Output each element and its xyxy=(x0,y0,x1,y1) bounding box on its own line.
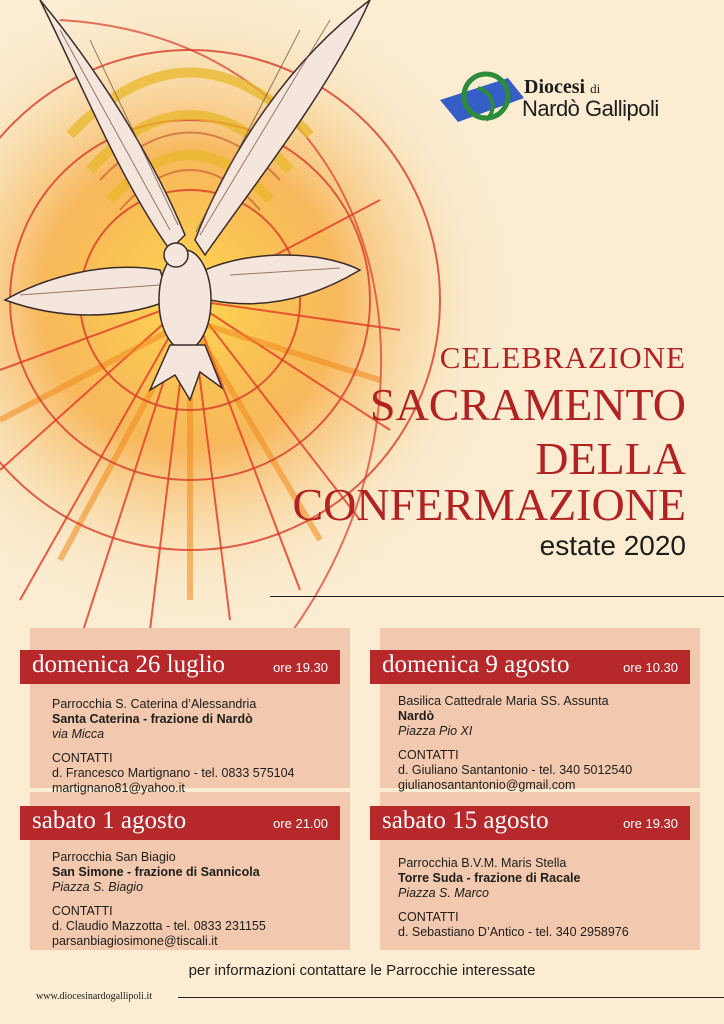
event-info xyxy=(52,850,266,949)
event-contacts-label: CONTATTI xyxy=(52,904,113,918)
event-place: San Simone - frazione di Sannicola xyxy=(52,865,260,879)
event-day: sabato 15 agosto xyxy=(382,807,549,834)
season-label: estate 2020 xyxy=(539,530,686,561)
event-date-band xyxy=(370,650,690,684)
event-place: Santa Caterina - frazione di Nardò xyxy=(52,712,253,726)
event-date-band xyxy=(20,650,340,684)
diocese-logo xyxy=(438,70,688,130)
diocese-logo-icon xyxy=(438,70,528,130)
event-contact: d. Sebastiano D’Antico - tel. 340 2958976 xyxy=(398,925,629,939)
event-church: Parrocchia S. Caterina d’Alessandria xyxy=(52,697,257,711)
footer-info: per informazioni contattare le Parrocchie interessate xyxy=(188,962,536,979)
event-email[interactable]: giulianosantantonio@gmail.com xyxy=(398,778,576,792)
title-line-1: CELEBRAZIONE xyxy=(439,340,686,375)
event-contact: d. Giuliano Santantonio - tel. 340 5012540 xyxy=(398,763,633,777)
event-time: ore 19.30 xyxy=(273,660,328,675)
event-day: domenica 9 agosto xyxy=(382,651,570,678)
event-contact: d. Francesco Martignano - tel. 0833 575104 xyxy=(52,766,295,780)
event-date-band xyxy=(370,806,690,840)
event-time: ore 10.30 xyxy=(623,660,678,675)
event-contacts-label: CONTATTI xyxy=(398,748,459,762)
title-line-3: DELLA xyxy=(535,433,686,484)
event-contact: d. Claudio Mazzotta - tel. 0833 231155 xyxy=(52,919,266,933)
title-line-2: SACRAMENTO xyxy=(369,379,686,430)
event-info xyxy=(398,856,629,940)
event-address: Piazza S. Marco xyxy=(398,886,490,900)
event-time: ore 21.00 xyxy=(273,816,328,831)
event-day: domenica 26 luglio xyxy=(32,651,226,678)
footer-divider xyxy=(178,997,724,998)
event-time: ore 19.30 xyxy=(623,816,678,831)
event-contacts-label: CONTATTI xyxy=(398,910,459,924)
event-place: Torre Suda - frazione di Racale xyxy=(398,871,581,885)
event-email[interactable]: martignano81@yahoo.it xyxy=(52,781,185,795)
logo-title: Diocesi di xyxy=(524,76,601,98)
event-address: Piazza Pio XI xyxy=(398,724,473,738)
website-link[interactable]: www.diocesinardogallipoli.it xyxy=(36,991,152,1002)
event-info xyxy=(398,694,632,793)
title-divider xyxy=(270,596,724,597)
event-date-band xyxy=(20,806,340,840)
event-email[interactable]: parsanbiagiosimone@tiscali.it xyxy=(52,934,218,948)
event-info xyxy=(52,697,295,796)
event-address: Piazza S. Biagio xyxy=(52,880,144,894)
event-church: Basilica Cattedrale Maria SS. Assunta xyxy=(398,694,609,708)
event-day: sabato 1 agosto xyxy=(32,807,187,834)
logo-subtitle: Nardò Gallipoli xyxy=(522,96,659,121)
event-church: Parrocchia San Biagio xyxy=(52,850,176,864)
event-place: Nardò xyxy=(398,709,435,723)
event-address: via Micca xyxy=(52,727,105,741)
event-church: Parrocchia B.V.M. Maris Stella xyxy=(398,856,567,870)
event-contacts-label: CONTATTI xyxy=(52,751,113,765)
title-line-4: CONFERMAZIONE xyxy=(292,479,686,530)
